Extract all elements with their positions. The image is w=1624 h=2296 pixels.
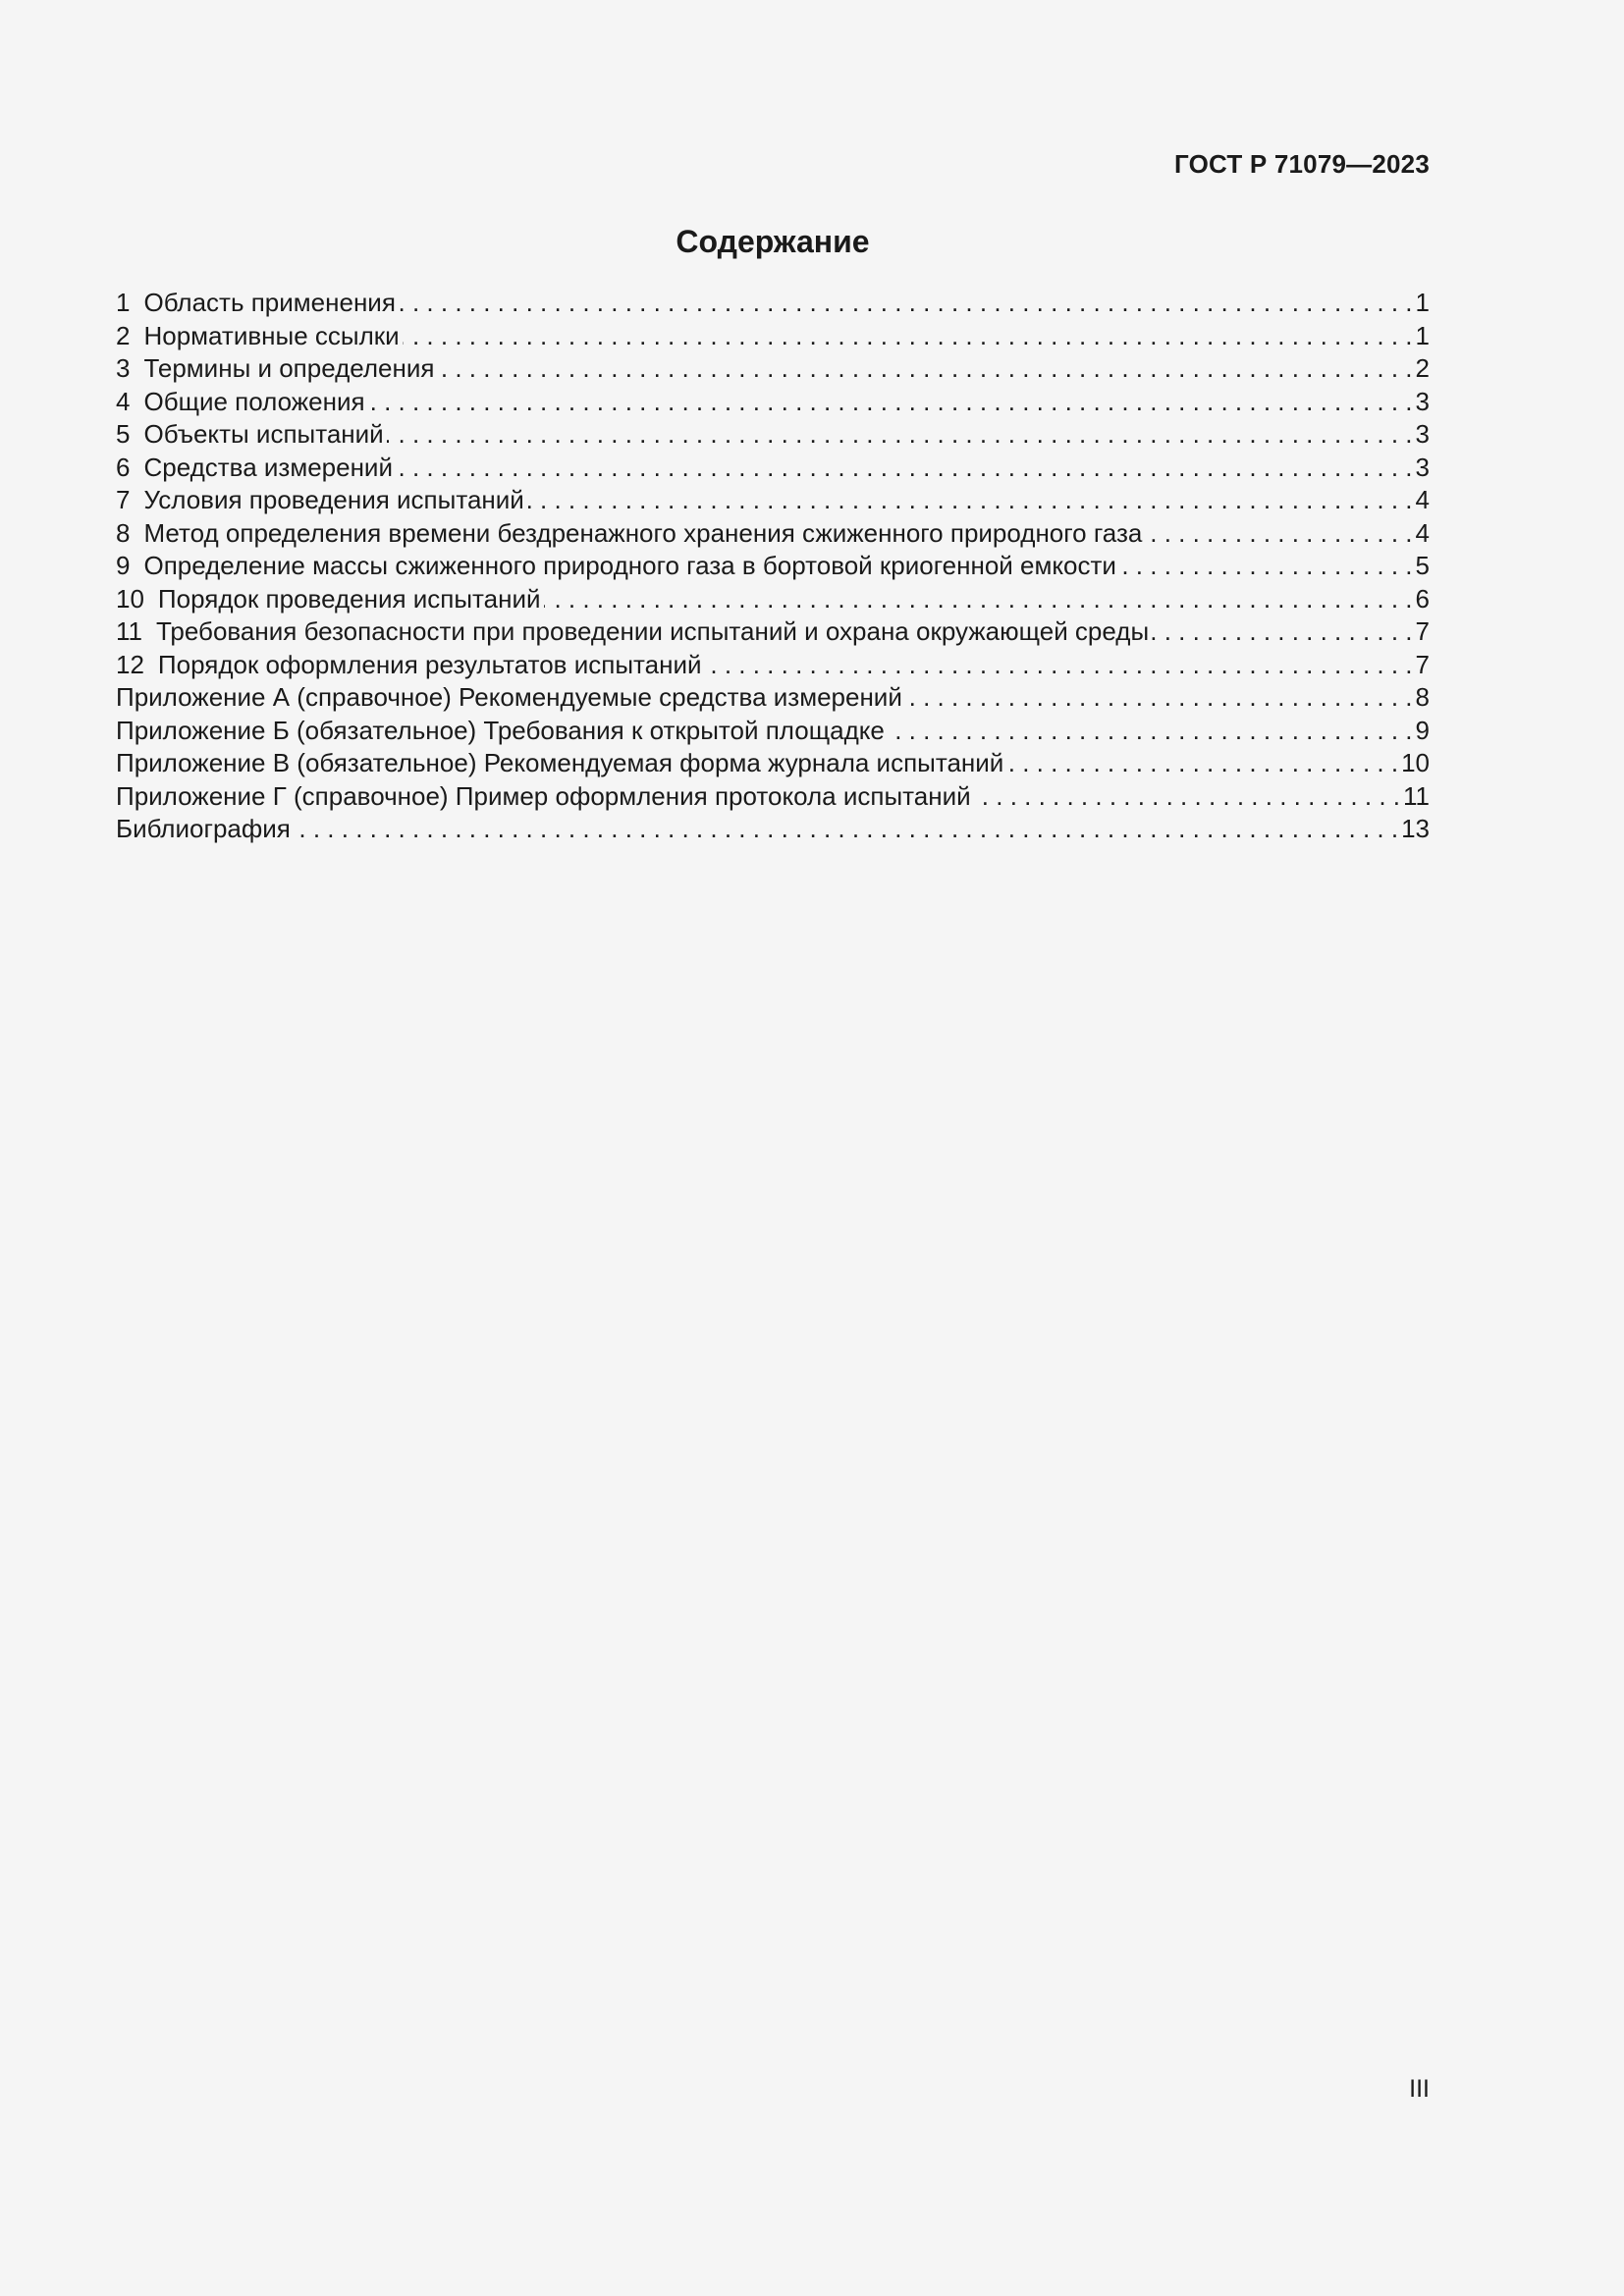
toc-entry-number: 12 bbox=[116, 649, 144, 679]
toc-entry-page: 4 bbox=[1415, 517, 1430, 548]
toc-entry-number: 7 bbox=[116, 485, 131, 514]
toc-entry-number: 10 bbox=[116, 583, 144, 614]
toc-entry[interactable] bbox=[116, 649, 1430, 682]
toc-entry-page: 1 bbox=[1415, 288, 1430, 317]
toc-entry[interactable] bbox=[116, 517, 1430, 551]
toc-entry[interactable] bbox=[116, 352, 1430, 386]
toc-entry[interactable] bbox=[116, 780, 1430, 814]
toc-entry-page: 3 bbox=[1415, 452, 1430, 482]
toc-entry[interactable] bbox=[116, 418, 1430, 452]
toc-entry[interactable] bbox=[116, 583, 1430, 616]
toc-entry-title: Объекты испытаний bbox=[143, 419, 384, 449]
toc-entry-title: Условия проведения испытаний bbox=[143, 485, 524, 514]
toc-entry-number: 11 bbox=[116, 616, 142, 646]
toc-entry[interactable] bbox=[116, 320, 1430, 353]
toc-entry-page: 5 bbox=[1415, 551, 1430, 580]
toc-entry-page: 3 bbox=[1415, 386, 1430, 416]
toc-entry-title: Приложение В (обязательное) Рекомендуемая форма журнала испытаний bbox=[116, 748, 1004, 777]
toc-entry[interactable] bbox=[116, 287, 1430, 320]
toc-title: Содержание bbox=[676, 224, 870, 259]
toc-entry[interactable] bbox=[116, 452, 1430, 485]
toc-entry-page: 11 bbox=[1403, 780, 1430, 811]
toc-dot-leader bbox=[387, 418, 1413, 452]
toc-dot-leader bbox=[399, 287, 1413, 320]
toc-entry[interactable] bbox=[116, 715, 1430, 748]
toc-entry-page: 2 bbox=[1415, 353, 1430, 383]
toc-entry-title: Область применения bbox=[143, 288, 396, 317]
toc-entry[interactable] bbox=[116, 484, 1430, 517]
toc-entry-title: Приложение Б (обязательное) Требования к открытой площадке bbox=[116, 715, 885, 745]
toc-entry-title: Средства измерений bbox=[143, 452, 393, 482]
toc-entry-number: 2 bbox=[116, 320, 131, 350]
toc-entry-page: 9 bbox=[1415, 715, 1430, 745]
toc-dot-leader bbox=[544, 583, 1413, 616]
toc-entry-title: Определение массы сжиженного природного газа в бортовой криогенной емкости bbox=[143, 551, 1116, 580]
toc-entry-title: Общие положения bbox=[143, 386, 365, 416]
toc-dot-leader bbox=[974, 780, 1400, 814]
toc-entry-page: 8 bbox=[1415, 682, 1430, 712]
toc-dot-leader bbox=[294, 813, 1398, 846]
toc-entry-title: Нормативные ссылки bbox=[143, 320, 400, 350]
toc-entry-page: 10 bbox=[1401, 748, 1430, 777]
toc-entry-page: 13 bbox=[1401, 814, 1430, 843]
toc-dot-leader bbox=[1119, 550, 1413, 583]
toc-dot-leader bbox=[1152, 615, 1412, 649]
toc-dot-leader bbox=[888, 715, 1413, 748]
toc-dot-leader bbox=[527, 484, 1413, 517]
toc-entry-title: Требования безопасности при проведении испытаний и охрана окружающей среды bbox=[156, 616, 1150, 646]
toc-dot-leader bbox=[1145, 517, 1412, 551]
toc-entry-page: 3 bbox=[1415, 419, 1430, 449]
toc-entry-number: 8 bbox=[116, 517, 131, 548]
toc-entry-title: Библиография bbox=[116, 814, 291, 843]
toc-dot-leader bbox=[905, 681, 1413, 715]
toc-entry-number: 4 bbox=[116, 386, 131, 416]
toc-entry[interactable] bbox=[116, 813, 1430, 846]
toc-entry-title: Термины и определения bbox=[143, 353, 435, 383]
toc-entry-number: 9 bbox=[116, 551, 131, 580]
toc-entry-title: Приложение А (справочное) Рекомендуемые средства измерений bbox=[116, 682, 902, 712]
document-code: ГОСТ Р 71079—2023 bbox=[1174, 149, 1430, 179]
page-number: III bbox=[1409, 2075, 1430, 2103]
toc-entry[interactable] bbox=[116, 550, 1430, 583]
toc-dot-leader bbox=[403, 320, 1413, 353]
toc-entry-number: 1 bbox=[116, 288, 131, 317]
toc-dot-leader bbox=[437, 352, 1412, 386]
toc-entry[interactable] bbox=[116, 386, 1430, 419]
toc-dot-leader bbox=[396, 452, 1413, 485]
toc-entry-title: Метод определения времени бездренажного хранения сжиженного природного газа bbox=[143, 517, 1143, 548]
toc-entry[interactable] bbox=[116, 615, 1430, 649]
toc-entry-page: 7 bbox=[1415, 616, 1430, 646]
table-of-contents bbox=[116, 287, 1430, 846]
toc-dot-leader bbox=[705, 649, 1413, 682]
toc-entry-page: 1 bbox=[1415, 320, 1430, 350]
toc-entry-page: 4 bbox=[1415, 485, 1430, 514]
toc-dot-leader bbox=[368, 386, 1413, 419]
toc-entry-title: Приложение Г (справочное) Пример оформления протокола испытаний bbox=[116, 780, 971, 811]
toc-entry-title: Порядок оформления результатов испытаний bbox=[157, 649, 702, 679]
toc-entry-number: 5 bbox=[116, 419, 131, 449]
toc-entry[interactable] bbox=[116, 747, 1430, 780]
toc-entry-number: 6 bbox=[116, 452, 131, 482]
toc-dot-leader bbox=[1006, 747, 1398, 780]
toc-entry-page: 7 bbox=[1415, 649, 1430, 679]
toc-entry-page: 6 bbox=[1415, 583, 1430, 614]
toc-entry-title: Порядок проведения испытаний bbox=[157, 583, 541, 614]
toc-entry-number: 3 bbox=[116, 353, 131, 383]
toc-entry[interactable] bbox=[116, 681, 1430, 715]
